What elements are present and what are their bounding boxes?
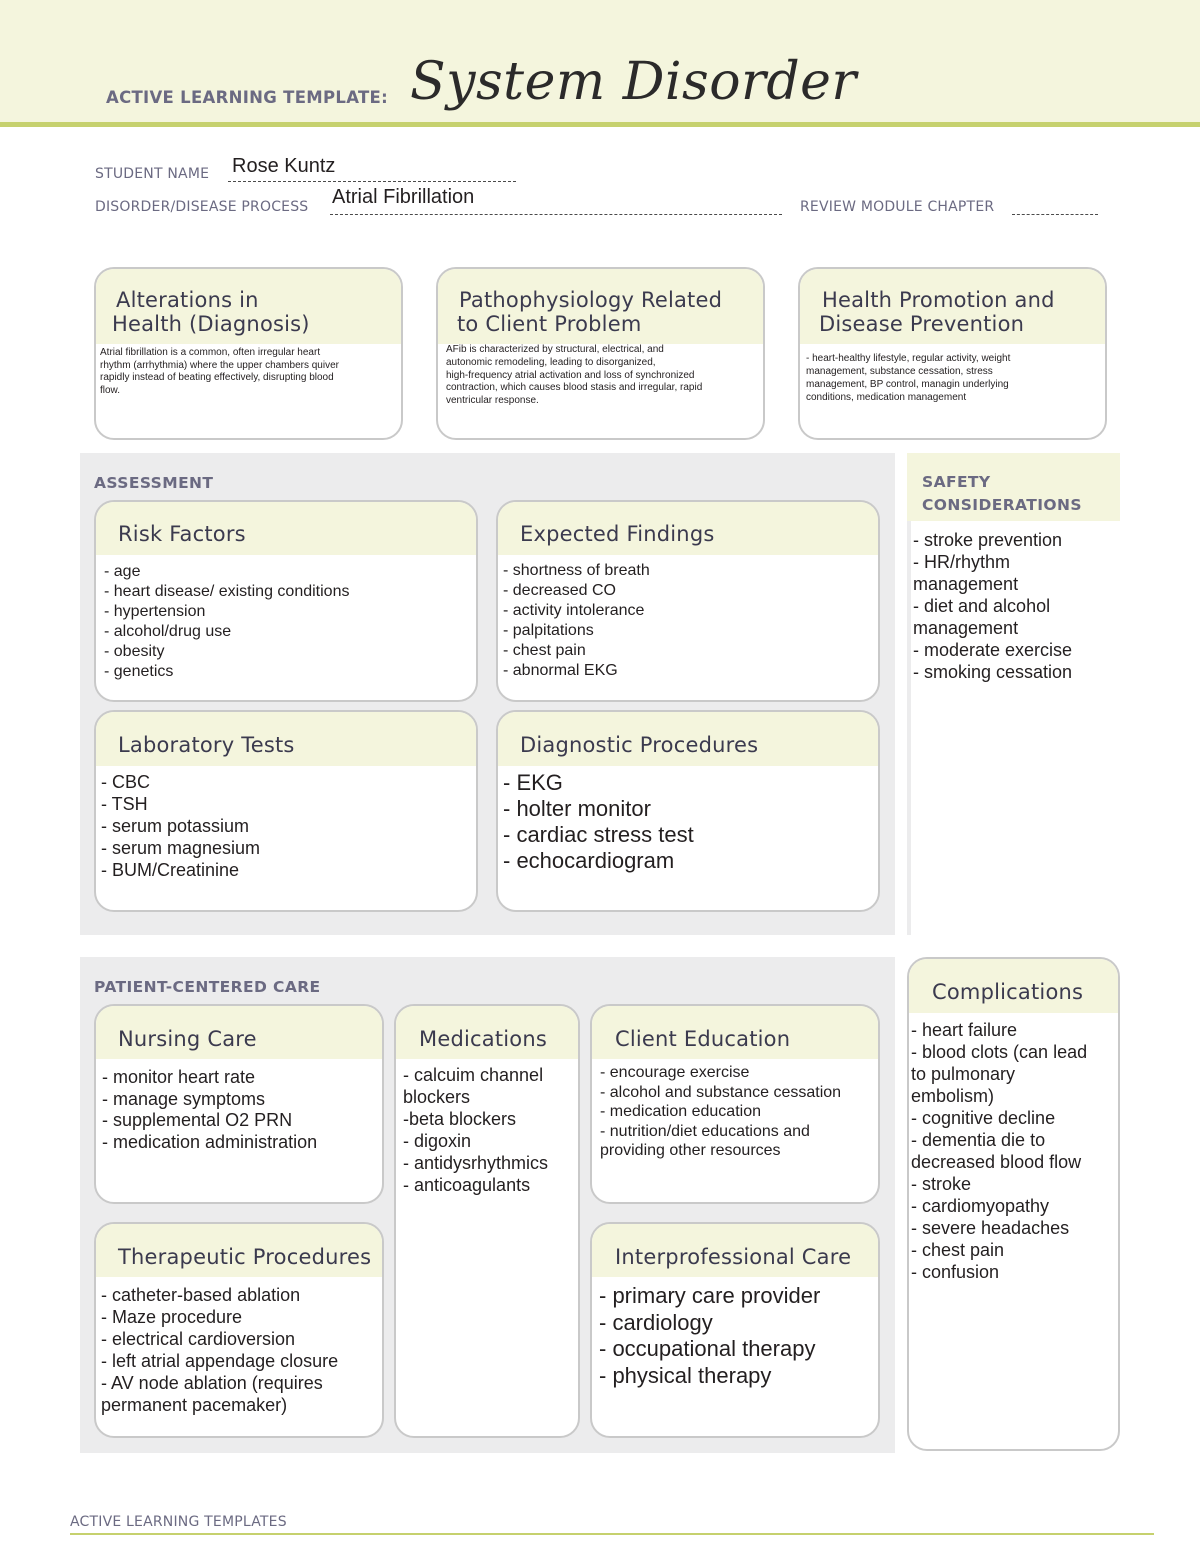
pathophysiology-title-line2: to Client Problem bbox=[457, 312, 642, 336]
client-education-title: Client Education bbox=[592, 1006, 878, 1059]
complications-title: Complications bbox=[909, 959, 1118, 1013]
therapeutic-procedures-title: Therapeutic Procedures bbox=[96, 1224, 382, 1277]
disorder-value[interactable]: Atrial Fibrillation bbox=[332, 186, 475, 208]
assessment-label: ASSESSMENT bbox=[94, 474, 214, 492]
pathophysiology-card-title bbox=[438, 269, 763, 344]
laboratory-tests-card bbox=[94, 710, 478, 912]
therapeutic-procedures-body[interactable]: - catheter-based ablation - Maze procedure - electrical cardioversion - left atrial appendage closure - AV node ablation (requires permanent pacemaker) bbox=[101, 1285, 339, 1415]
diagnostic-procedures-title: Diagnostic Procedures bbox=[498, 712, 878, 766]
therapeutic-procedures-card bbox=[94, 1222, 384, 1438]
nursing-care-title: Nursing Care bbox=[96, 1006, 382, 1059]
safety-title: SAFETY CONSIDERATIONS bbox=[907, 453, 1120, 521]
alterations-card-title bbox=[96, 269, 401, 344]
health-promotion-card-title bbox=[800, 269, 1105, 344]
review-module-chapter-label: REVIEW MODULE CHAPTER bbox=[800, 199, 995, 215]
nursing-care-body[interactable]: - monitor heart rate - manage symptoms - supplemental O2 PRN - medication administration bbox=[102, 1067, 318, 1152]
expected-findings-card bbox=[496, 500, 880, 702]
student-name-label: STUDENT NAME bbox=[95, 166, 210, 182]
expected-findings-body[interactable]: - shortness of breath - decreased CO - activity intolerance - palpitations - chest pain - abnormal EKG bbox=[503, 562, 650, 679]
alterations-card bbox=[94, 267, 403, 440]
safety-body[interactable]: - stroke prevention - HR/rhythm management - diet and alcohol management - moderate exercise - smoking cessation bbox=[911, 521, 1120, 935]
health-promotion-card-body[interactable]: - heart-healthy lifestyle, regular activity, weight management, substance cessation, stress management, BP control, managin underlying conditions, medication management bbox=[806, 353, 1011, 403]
pathophysiology-card-body[interactable]: AFib is characterized by structural, electrical, and autonomic remodeling, leading to disorganized, high-frequency atrial activation and loss of synchronized contraction, which causes blood stasis and irregular, rapid ventricular response. bbox=[446, 344, 703, 407]
interprofessional-care-card bbox=[590, 1222, 880, 1438]
client-education-card bbox=[590, 1004, 880, 1204]
risk-factors-body[interactable]: - age - heart disease/ existing conditions - hypertension - alcohol/drug use - obesity - genetics bbox=[104, 563, 350, 680]
safety-column bbox=[907, 453, 1120, 935]
nursing-care-card bbox=[94, 1004, 384, 1204]
interprofessional-care-title: Interprofessional Care bbox=[592, 1224, 878, 1277]
student-name-line bbox=[228, 181, 516, 182]
alterations-title-line1: Alterations in bbox=[116, 288, 259, 312]
disorder-label: DISORDER/DISEASE PROCESS bbox=[95, 199, 309, 215]
student-name-value[interactable]: Rose Kuntz bbox=[232, 155, 336, 177]
pathophysiology-card bbox=[436, 267, 765, 440]
diagnostic-procedures-card bbox=[496, 710, 880, 912]
pathophysiology-title-line1: Pathophysiology Related bbox=[459, 288, 723, 312]
review-module-chapter-line bbox=[1012, 214, 1098, 215]
medications-body[interactable]: - calcuim channel blockers -beta blockers - digoxin - antidysrhythmics - anticoagulants bbox=[403, 1065, 549, 1195]
health-promotion-title-line1: Health Promotion and bbox=[822, 288, 1055, 312]
health-promotion-title-line2: Disease Prevention bbox=[819, 312, 1025, 336]
alterations-card-body[interactable]: Atrial fibrillation is a common, often irregular heart rhythm (arrhythmia) where the upper chambers quiver rapidly instead of beating effectively, disrupting blood flow. bbox=[100, 347, 339, 396]
risk-factors-title: Risk Factors bbox=[96, 502, 476, 555]
medications-card bbox=[394, 1004, 580, 1438]
complications-body[interactable]: - heart failure - blood clots (can lead to pulmonary embolism) - cognitive decline - dementia die to decreased blood flow - stroke - cardiomyopathy - severe headaches - chest pain - confusion bbox=[911, 1020, 1088, 1282]
disorder-line bbox=[330, 214, 782, 215]
client-education-body[interactable]: - encourage exercise - alcohol and substance cessation - medication education - nutrition/diet educations and providing other resources bbox=[600, 1064, 842, 1159]
patient-centered-care-label: PATIENT-CENTERED CARE bbox=[94, 978, 321, 996]
laboratory-tests-body[interactable]: - CBC - TSH - serum potassium - serum magnesium - BUM/Creatinine bbox=[101, 772, 261, 880]
risk-factors-card bbox=[94, 500, 478, 702]
medications-title: Medications bbox=[396, 1006, 578, 1059]
complications-card bbox=[907, 957, 1120, 1451]
page-title: System Disorder bbox=[410, 52, 857, 112]
footer-text: ACTIVE LEARNING TEMPLATES bbox=[70, 1514, 287, 1530]
expected-findings-title: Expected Findings bbox=[498, 502, 878, 555]
header-divider bbox=[0, 122, 1200, 127]
laboratory-tests-title: Laboratory Tests bbox=[96, 712, 476, 766]
health-promotion-card bbox=[798, 267, 1107, 440]
interprofessional-care-body[interactable]: - primary care provider - cardiology - occupational therapy - physical therapy bbox=[599, 1283, 821, 1388]
diagnostic-procedures-body[interactable]: - EKG - holter monitor - cardiac stress test - echocardiogram bbox=[503, 770, 694, 873]
template-label: ACTIVE LEARNING TEMPLATE: bbox=[106, 88, 389, 107]
footer-divider bbox=[70, 1533, 1154, 1535]
alterations-title-line2: Health (Diagnosis) bbox=[112, 312, 310, 336]
